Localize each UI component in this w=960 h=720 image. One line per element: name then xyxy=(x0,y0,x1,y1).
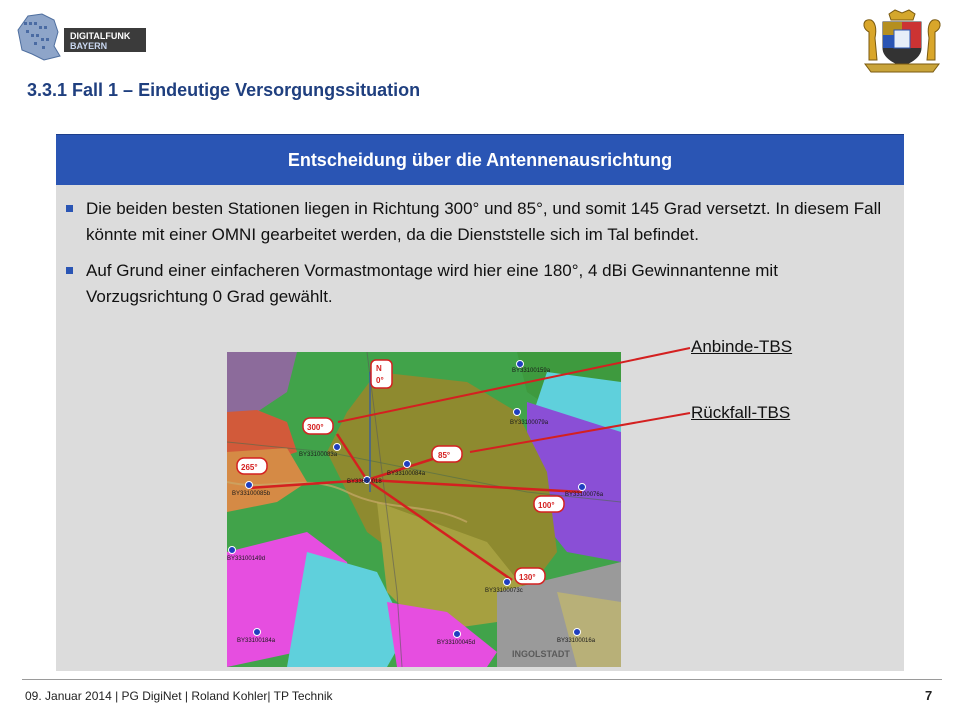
station-label: BY33100079a xyxy=(510,420,549,426)
north-degree: 0° xyxy=(376,376,384,385)
section-title: 3.3.1 Fall 1 – Eindeutige Versorgungssituation xyxy=(27,80,421,100)
bullet-text: Auf Grund einer einfacheren Vormastmontage wird hier eine 180°, 4 dBi Gewinnantenne mit Vorzugsrichtung 0 Grad gewählt. xyxy=(86,261,778,306)
bullet-text: Die beiden besten Stationen liegen in Richtung 300° und 85°, und somit 145 Grad versetzt. In diesem Fall könnte mit einer OMNI gearbeitet werden, da die Dienststelle sich im Tal befindet. xyxy=(86,199,882,244)
bearing-label: 300° xyxy=(307,423,324,432)
footer-text: 09. Januar 2014 | PG DigiNet | Roland Kohler| TP Technik xyxy=(25,689,333,703)
footer-divider xyxy=(22,679,942,680)
station-label: BY33100045d xyxy=(437,640,476,646)
page-number: 7 xyxy=(925,688,933,703)
station-label: BY33660018 xyxy=(347,479,382,485)
callout-anbinde-tbs: Anbinde-TBS xyxy=(691,337,793,356)
station-label: BY33100076a xyxy=(565,492,604,498)
station-label: BY33100184a xyxy=(237,638,276,644)
station-label: BY33100016a xyxy=(557,638,596,644)
station-label: BY33100149d xyxy=(227,556,266,562)
station-label: BY33100083a xyxy=(299,452,338,458)
station-label: BY33100159a xyxy=(512,368,551,374)
bearing-label: 265° xyxy=(241,463,258,472)
bearing-label: 85° xyxy=(438,451,451,460)
bearing-label: 130° xyxy=(519,573,536,582)
place-label: INGOLSTADT xyxy=(512,649,570,659)
station-label: BY33100084a xyxy=(387,471,426,477)
logo-line1: DIGITALFUNK xyxy=(70,31,131,41)
station-label: BY33100073c xyxy=(485,588,523,594)
callout-rueckfall-tbs: Rückfall-TBS xyxy=(691,403,791,422)
logo-line2: BAYERN xyxy=(70,41,108,51)
station-label: BY33100085b xyxy=(232,491,271,497)
bearing-label: 100° xyxy=(538,501,555,510)
north-label: N xyxy=(376,364,382,373)
panel-header-text: Entscheidung über die Antennenausrichtung xyxy=(287,149,673,170)
